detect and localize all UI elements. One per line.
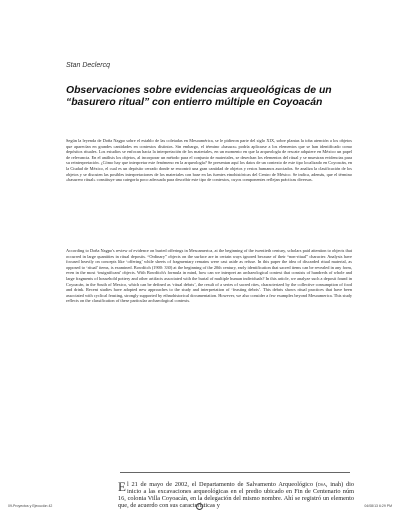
section-divider [120,472,350,473]
drop-cap: E [118,481,126,494]
author-name: Stan Declercq [66,62,110,69]
intro-text-before: l 21 de mayo de 2002, el Departamento de Salvamento Arqueológico ( [126,481,318,488]
article-title: Observaciones sobre evidencias arqueológicas de un “basurero ritual” con entierro múltiple en Coyoacán [66,85,332,108]
abstract-spanish: Según la leyenda de Doña Nagpo sobre el establo de las coletadas en Mesoamérica, se le pidieron parte del siglo XIX, sobre plantas la toba atención a los objetos que aparecían en grandes cantidades en contextos distintos. Sin embargo, el término «basura» podría aplicarse a los elementos que se han identificado como depósitos rituales. Los estudios se enfocan hacia la interpretación de los materiales, en un momento en que la arqueología de rescate adquiere en México un papel de relevancia. En el análisis los objetos, al incorporar un método para el conjunto de materiales, se desechan los elementos del ritual y se muestran evidencias para su reinterpretación. ¿Cómo hay que interpretar este fenómeno en la arqueología? Se presentan aquí los datos de un contexto de este tipo localizado en Coyoacán, en la Ciudad de México, el cual es un depósito cerrado donde se encontró una gran cantidad de objetos y restos humanos asociados. Se analiza la clasificación de los objetos y se discuten las posibles interpretaciones de los materiales con base en las fuentes etnohistóricas del Centro de México. Se indica, además, que el término «basurero ritual» constituye una categoría poco adecuada para describir este tipo de contextos, cuyos componentes reflejan prácticas diversas. [66,138,352,183]
footer-file-label: 09-Proyectos y Ejecución 42 [8,504,53,508]
intro-abbreviation: dsa [317,481,326,488]
abstract-english: According to Doña Nagpo's review of evidence on buried offerings in Mesoamerica, at the beginning of the twentieth century, scholars paid attention to objects that occurred in large quantities in ritual deposits. “Ordinary” objects on the surface are in certain ways ignored because of their “non-ritual” character. Analysts have focused heavily on concepts like ‘offering’ while sheets of fragmentary remains were cast aside as refuse. In this paper the idea of discarded ritual material, as opposed to ‘ritual’ items, is examined. Bowditch (1900: 330) at the beginning of the 20th century, early identification that sacred items can be revealed in any form, even in the most ‘insignificant’ objects. With Bowditch's formula in mind, how can we interpret an archaeological context that consists of hundreds of whole and large fragments of household pottery and other artifacts associated with the burial of multiple human individuals? In this article, we analyze such a deposit found in Coyoacán, in the South of Mexico, which can be defined as ‘ritual debris’, the result of a series of sacred rites, characterized by the collective consumption of food and drink. Recent studies have adopted new approaches to the study and interpretation of ‘feasting debris’. This debris shows ritual practices that have been associated with cyclical feasting, strongly supported by ethnohistorical documentation. However, we also consider a few examples beyond Mesoamerica. This study reflects on the classification of these particular archaeological contexts. [66,248,352,304]
footer-timestamp: 04/08/13 6:29 PM [364,504,392,508]
intro-text-after: , inah) dio inicio a las excavaciones arqueológicas en el predio ubicado en Fin de Centenario núm 16, colonia Villa Coyoacán, en la delegación del mismo nombre. Ahí se registró un elemento que, de acuerdo con sus características y [118,481,354,510]
registration-mark-icon [196,503,203,510]
print-footer [0,503,400,511]
